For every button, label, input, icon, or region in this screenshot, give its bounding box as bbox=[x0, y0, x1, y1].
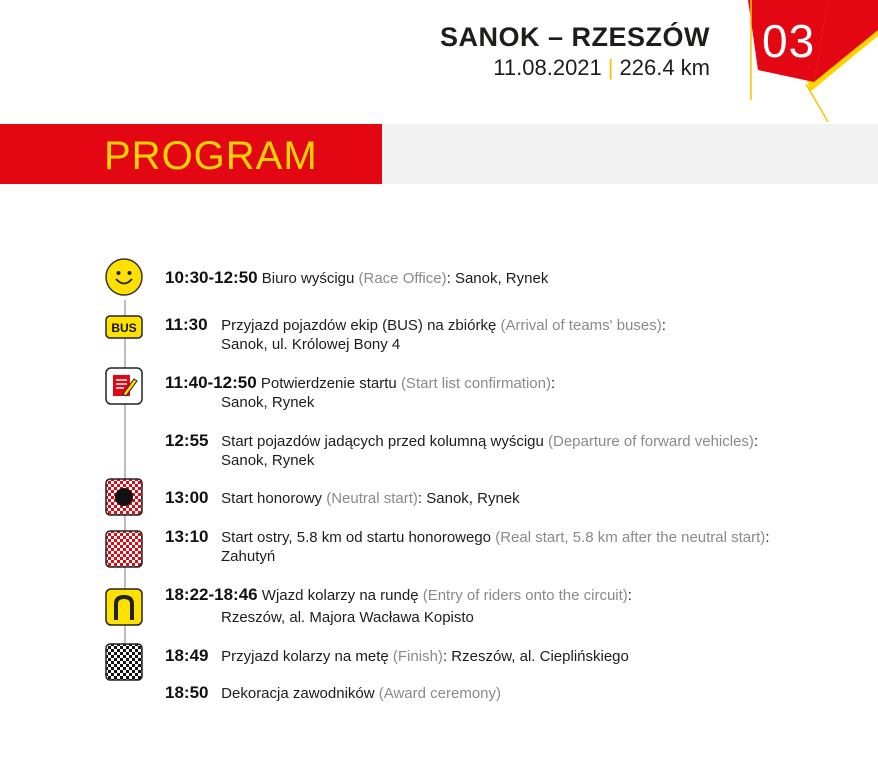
list-item bbox=[165, 431, 758, 452]
item-tail: : bbox=[661, 317, 666, 334]
stage-route: SANOK – RZESZÓW bbox=[439, 22, 710, 52]
meta-separator: | bbox=[607, 55, 614, 80]
list-item bbox=[165, 683, 501, 704]
item-tail: : bbox=[753, 433, 759, 450]
item-time: 10:30-12:50 bbox=[165, 268, 258, 287]
bus-icon bbox=[105, 314, 143, 340]
item-text-en: (Race Office) bbox=[358, 270, 447, 287]
item-time: 18:50 bbox=[165, 683, 209, 702]
item-text-en: (Arrival of teams' buses) bbox=[500, 317, 662, 334]
list-item bbox=[165, 488, 520, 509]
item-time: 12:55 bbox=[165, 431, 209, 450]
item-tail: : Rzeszów, al. Cieplińskiego bbox=[442, 648, 629, 665]
program-band bbox=[0, 124, 382, 184]
item-time: 18:22-18:46 bbox=[165, 585, 258, 604]
item-text: Biuro wyścigu bbox=[261, 270, 355, 287]
list-item bbox=[165, 585, 632, 606]
item-time: 11:40-12:50 bbox=[165, 373, 257, 392]
stage-number: 03 bbox=[762, 15, 816, 67]
list-item bbox=[165, 268, 548, 289]
item-time: 11:30 bbox=[165, 315, 208, 334]
item-text: Przyjazd kolarzy na metę bbox=[221, 648, 389, 665]
item-text-en: (Departure of forward vehicles) bbox=[548, 433, 754, 450]
item-time: 18:49 bbox=[165, 646, 209, 665]
item-tail: : Sanok, Rynek bbox=[417, 490, 520, 507]
item-location: Zahutyń bbox=[221, 548, 276, 565]
item-text: Potwierdzenie startu bbox=[260, 375, 397, 392]
band-background bbox=[382, 124, 878, 184]
item-text: Start pojazdów jadących przed kolumną wyścigu bbox=[221, 433, 544, 450]
item-text: Start ostry, 5.8 km od startu honorowego bbox=[221, 529, 492, 546]
stage-distance: 226.4 km bbox=[619, 55, 710, 80]
item-text-en: (Award ceremony) bbox=[378, 685, 502, 702]
list-item bbox=[165, 527, 769, 548]
list-item bbox=[165, 373, 555, 394]
item-text-en: (Start list confirmation) bbox=[400, 375, 551, 392]
stage-date: 11.08.2021 bbox=[493, 55, 602, 80]
item-text: Przyjazd pojazdów ekip (BUS) na zbiórkę bbox=[221, 317, 497, 334]
item-text: Dekoracja zawodników bbox=[221, 685, 375, 702]
item-tail: : Sanok, Rynek bbox=[446, 270, 549, 287]
real-start-flag-icon bbox=[105, 530, 143, 568]
item-tail: : bbox=[627, 587, 632, 604]
item-text-en: (Entry of riders onto the circuit) bbox=[422, 587, 628, 604]
signature-form-icon bbox=[105, 367, 143, 405]
item-text: Start honorowy bbox=[221, 490, 323, 507]
item-location: Sanok, Rynek bbox=[221, 452, 315, 469]
smiley-icon bbox=[105, 258, 143, 296]
item-location: Rzeszów, al. Majora Wacława Kopisto bbox=[221, 609, 474, 626]
circuit-icon bbox=[105, 588, 143, 626]
item-time: 13:00 bbox=[165, 488, 209, 507]
item-tail: : bbox=[550, 375, 556, 392]
item-text-en: (Real start, 5.8 km after the neutral start) bbox=[495, 529, 766, 546]
item-time: 13:10 bbox=[165, 527, 209, 546]
list-item bbox=[165, 646, 629, 667]
neutral-start-icon bbox=[105, 478, 143, 516]
list-item bbox=[165, 315, 666, 336]
item-text-en: (Neutral start) bbox=[326, 490, 418, 507]
item-text: Wjazd kolarzy na rundę bbox=[261, 587, 419, 604]
item-tail: : bbox=[765, 529, 770, 546]
program-title: PROGRAM bbox=[104, 134, 318, 178]
item-location: Sanok, Rynek bbox=[221, 394, 315, 411]
item-text-en: (Finish) bbox=[392, 648, 443, 665]
item-location: Sanok, ul. Królowej Bony 4 bbox=[221, 336, 401, 353]
finish-flag-icon bbox=[105, 643, 143, 681]
bus-label: BUS bbox=[111, 321, 137, 335]
stage-meta bbox=[440, 54, 710, 82]
stage-header bbox=[440, 22, 710, 82]
